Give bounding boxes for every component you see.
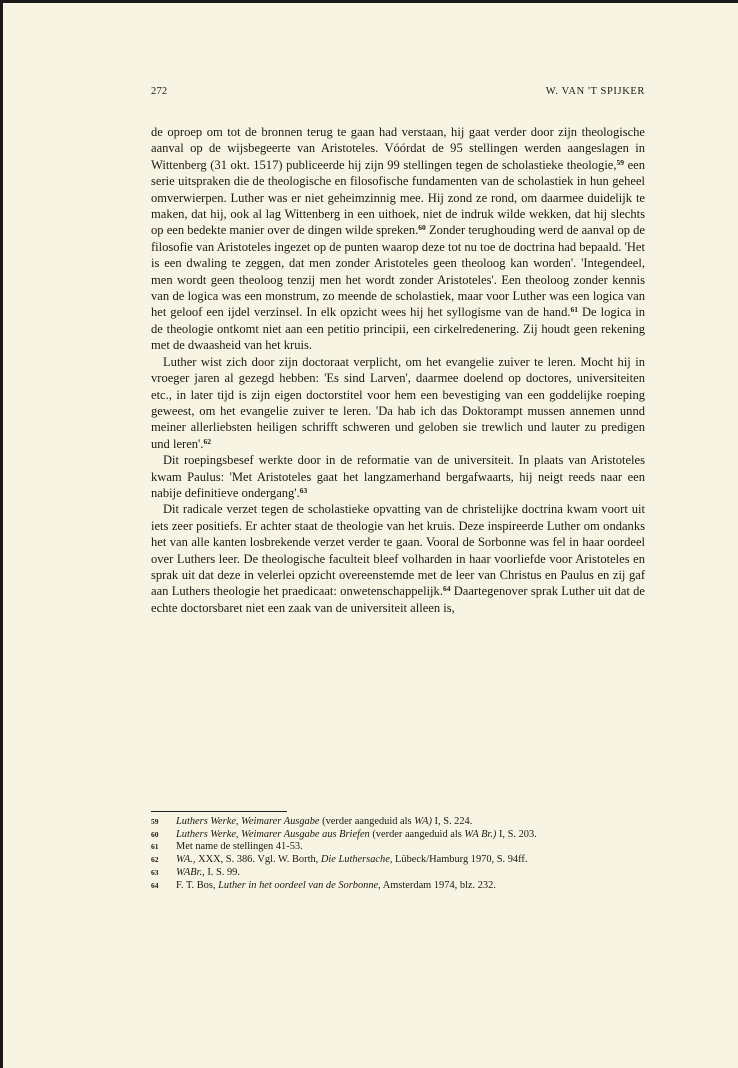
footnote-ref[interactable]: 62: [203, 436, 211, 446]
footnote: 62 WA., XXX, S. 386. Vgl. W. Borth, Die Luthersache, Lübeck/Hamburg 1970, S. 94ff.: [151, 854, 528, 866]
footnote: 64 F. T. Bos, Luther in het oordeel van de Sorbonne, Amsterdam 1974, blz. 232.: [151, 879, 496, 891]
footnote: 61 Met name de stellingen 41-53.: [151, 841, 303, 853]
footnote-ref[interactable]: 61: [570, 305, 578, 315]
footnote-rule: [151, 811, 287, 812]
footnote-number: 63: [151, 867, 159, 877]
footnote: 63 WABr., I. S. 99.: [151, 866, 240, 878]
paragraph: Luther wist zich door zijn doctoraat verplicht, om het evangelie zuiver te leren. Mocht hij in vroeger jaren al gezegd hebben: 'Es sind Larven', daarmee doelend op doctores, universiteiten etc., in later tijd is zijn eigen doctorstitel voor hem een bevestiging van een goddelijke roeping geweest, om het evangelie zuiver te leren. 'Da hab ich das Doktorampt mussen annemen unnd meiner allerliebsten heiligen schrifft schweren und geloben sie trewlich und lauter zu predigen und leren'.$^{62}$: [151, 354, 645, 451]
footnote: 59 Luthers Werke, Weimarer Ausgabe (verder aangeduid als WA) I, S. 224.: [151, 816, 473, 827]
footnote-number: 59: [151, 817, 159, 826]
paragraph: Dit radicale verzet tegen de scholastieke opvatting van de christelijke doctrina kwam voort uit iets zeer positiefs. Er achter staat de theologie van het kruis. Deze inspireerde Luther om ondanks het van alle kanten losbrekende verzet verder te gaan. Vooral de Sorbonne was fel in haar oordeel over Luthers leer. De theologische faculteit bleef volharden in haar voorliefde voor Aristoteles en sprak uit dat deze in velerlei opzicht overeenstemde met de leer van Christus en Paulus en zij gaf aan Luthers theologie het praedicaat: onwetenschappelijk.$^{64}$ Daartegenover sprak Luther uit dat de echte doctorsbaret niet een zaak van de universiteit alleen is,: [151, 502, 645, 615]
running-title: W. VAN 'T SPIJKER: [545, 86, 645, 97]
footnote-number: 64: [151, 880, 159, 890]
body-text: [151, 124, 645, 616]
running-head: [151, 86, 645, 100]
paragraph: de oproep om tot de bronnen terug te gaan had verstaan, hij gaat verder door zijn theologische aanval op de wijsbegeerte van Aristoteles. Vóórdat de 95 stellingen werden aangeslagen in Wittenberg (31 okt. 1517) publiceerde hij zijn 99 stellingen tegen de scholastieke theologie,$^{59}$ een serie uitspraken die de theologische en filosofische fundamenten van de scholastiek in hun geheel omverwierpen. Luther was er niet geheimzinnig mee. Hij zond ze rond, om daarmee duidelijk te maken, dat hij, ook al lag Wittenberg in een uithoek, niet de indruk wilde wekken, dat hij slechts op een bedekte manier over de dingen wilde spreken.$^{60}$ Zonder terughouding werd de aanval op de filosofie van Aristoteles ingezet op de punten waarop deze tot nu toe de doctrina had bepaald. 'Het is een dwaling te zeggen, dat men zonder Aristoteles geen theoloog kan worden'. 'Integendeel, men wordt geen theoloog tenzij men het wordt zonder Aristoteles'. Een theoloog zonder kennis van de logica was een monstrum, zo meende de scholastiek, maar voor Luther was een logica van het geloof een ijdel verzinsel. In elk opzicht wees hij het syllogisme van de hand.$^{61}$ De logica in de theologie ontkomt niet aan een petitio principii, een cirkelredenering. Zij houdt geen rekening met de dwaasheid van het kruis.: [151, 125, 646, 353]
footnote-ref[interactable]: 60: [418, 223, 426, 233]
footnote-number: 62: [151, 855, 159, 865]
footnote-number: 61: [151, 842, 159, 852]
footnote-ref[interactable]: 63: [299, 485, 308, 495]
paragraph: Dit roepingsbesef werkte door in de reformatie van de universiteit. In plaats van Aristoteles kwam Paulus: 'Met Aristoteles gaat het langzamerhand bergafwaarts, hij neigt reeds naar een nabije definitieve ondergang'.$^{63}$: [151, 453, 645, 500]
footnotes: [151, 816, 645, 892]
footnote: 60 Luthers Werke, Weimarer Ausgabe aus Briefen (verder aangeduid als WA Br.) I, S. 203.: [151, 828, 537, 840]
page-number: 272: [151, 86, 168, 97]
footnote-ref[interactable]: 59: [616, 157, 625, 167]
footnote-number: 60: [151, 829, 159, 839]
footnote-ref[interactable]: 64: [442, 584, 451, 594]
